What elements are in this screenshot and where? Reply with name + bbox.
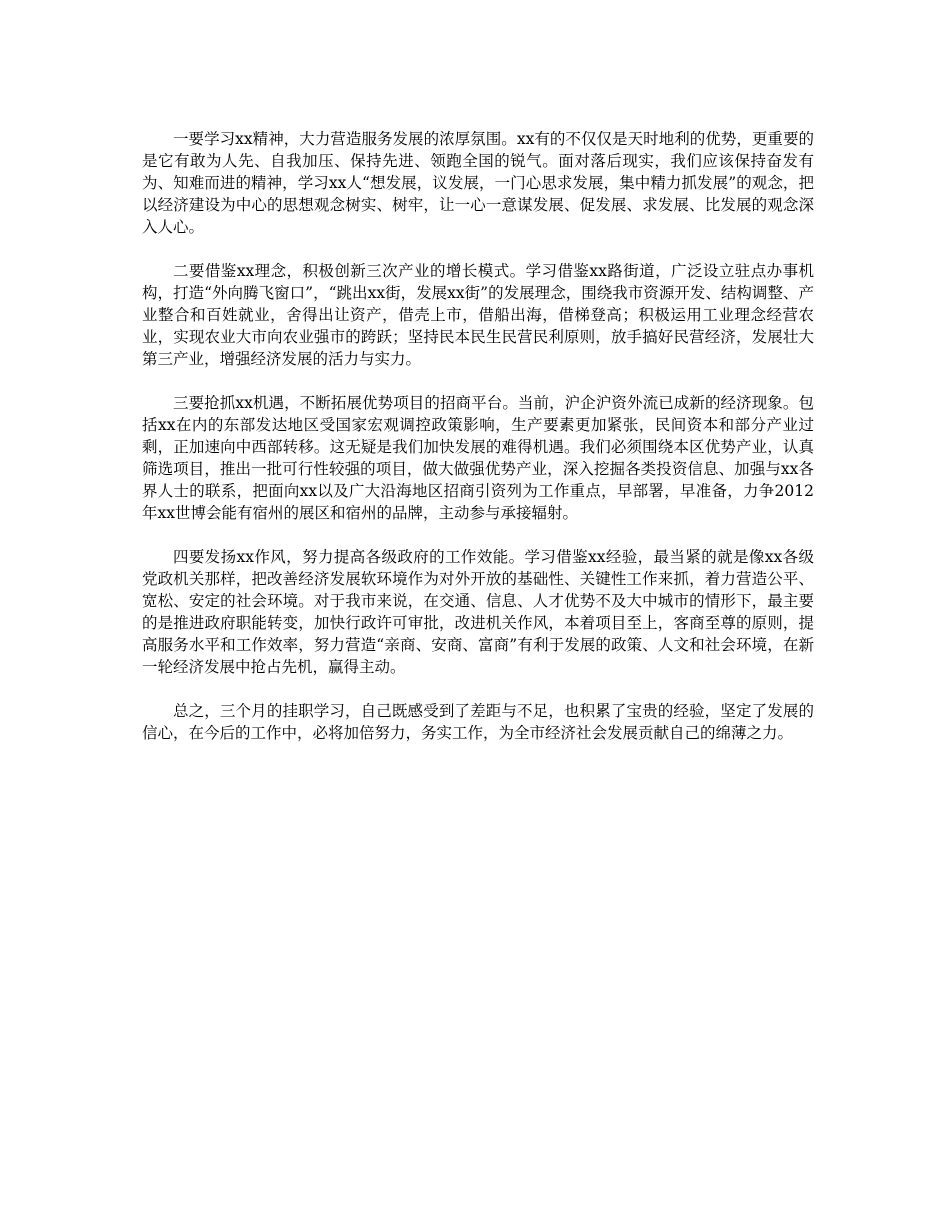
- paragraph-2: 二要借鉴xx理念，积极创新三次产业的增长模式。学习借鉴xx路街道，广泛设立驻点办事机构，打造“外向腾飞窗口”，“跳出xx街，发展xx街”的发展理念，围绕我市资源开发、结构调整、产业整合和百姓就业，舍得出让资产，借壳上市，借船出海，借梯登高；积极运用工业理念经营农业，实现农业大市向农业强市的跨跃；坚持民本民生民营民利原则，放手搞好民营经济，发展壮大第三产业，增强经济发展的活力与实力。: [142, 262, 814, 368]
- document-body: [142, 128, 814, 766]
- paragraph-5: 总之，三个月的挂职学习，自己既感受到了差距与不足，也积累了宝贵的经验，坚定了发展的信心，在今后的工作中，必将加倍努力，务实工作，为全市经济社会发展贡献自己的绵薄之力。: [142, 702, 814, 742]
- paragraph-3: 三要抢抓xx机遇，不断拓展优势项目的招商平台。当前，沪企沪资外流已成新的经济现象。包括xx在内的东部发达地区受国家宏观调控政策影响，生产要素更加紧张，民间资本和部分产业过剩，正加速向中西部转移。这无疑是我们加快发展的难得机遇。我们必须围绕本区优势产业，认真筛选项目，推出一批可行性较强的项目，做大做强优势产业，深入挖掘各类投资信息、加强与xx各界人士的联系，把面向xx以及广大沿海地区招商引资列为工作重点，早部署，早准备，力争2012年xx世博会能有宿州的展区和宿州的品牌，主动参与承接辐射。: [142, 394, 814, 522]
- paragraph-1: 一要学习xx精神，大力营造服务发展的浓厚氛围。xx有的不仅仅是天时地利的优势，更重要的是它有敢为人先、自我加压、保持先进、领跑全国的锐气。面对落后现实，我们应该保持奋发有为、知难而进的精神，学习xx人“想发展，议发展，一门心思求发展，集中精力抓发展”的观念，把以经济建设为中心的思想观念树实、树牢，让一心一意谋发展、促发展、求发展、比发展的观念深入人心。: [142, 130, 814, 236]
- paragraph-4: 四要发扬xx作风，努力提高各级政府的工作效能。学习借鉴xx经验，最当紧的就是像xx各级党政机关那样，把改善经济发展软环境作为对外开放的基础性、关键性工作来抓，着力营造公平、宽松、安定的社会环境。对于我市来说，在交通、信息、人才优势不及大中城市的情形下，最主要的是推进政府职能转变，加快行政许可审批，改进机关作风，本着项目至上，客商至尊的原则，提高服务水平和工作效率，努力营造“亲商、安商、富商”有利于发展的政策、人文和社会环境，在新一轮经济发展中抢占先机，赢得主动。: [142, 548, 814, 676]
